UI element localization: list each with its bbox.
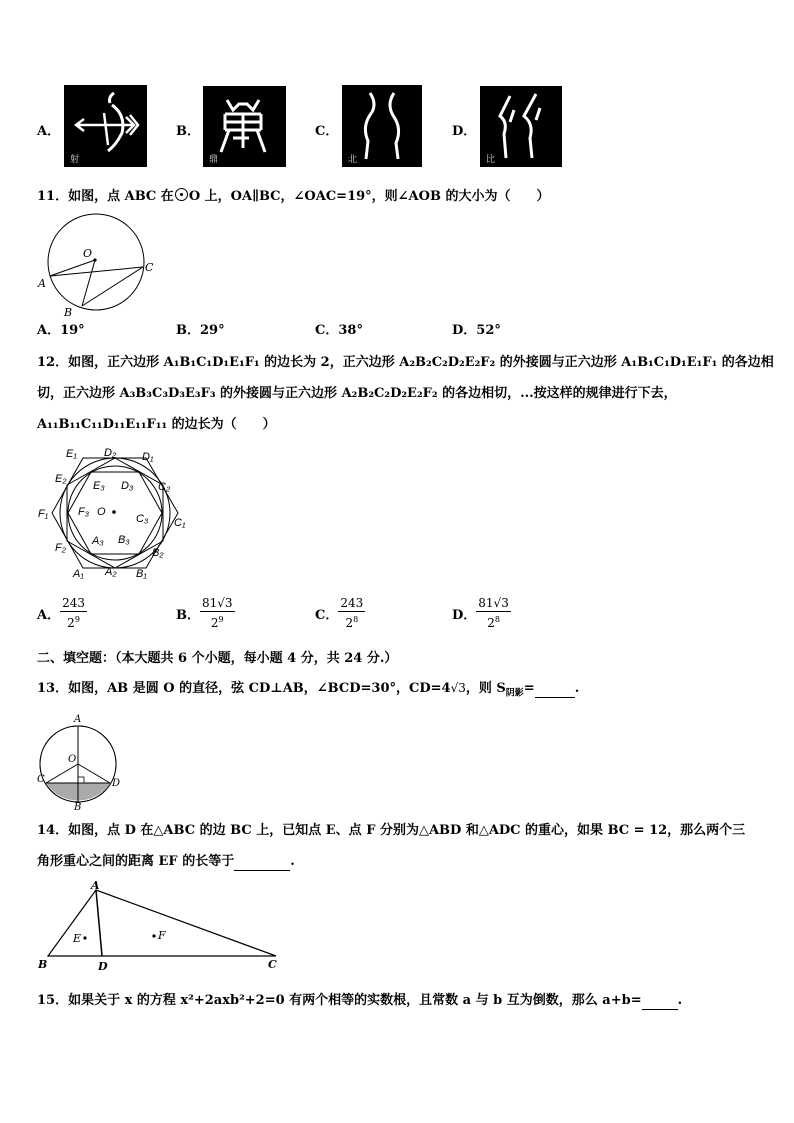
- q13-sqrt: √3: [450, 681, 466, 695]
- q12-label-a3: A₃: [92, 535, 104, 547]
- q12-option-b-den-exp: 9: [218, 615, 224, 624]
- q12-option-d-fraction: [476, 596, 511, 631]
- q10-option-a-image: [64, 85, 147, 167]
- q10-option-a-letter: A．: [37, 124, 61, 139]
- q12-label-c3: C₃: [136, 513, 149, 525]
- q12-label-c2: C₂: [158, 481, 171, 493]
- q12-option-a: [37, 596, 87, 631]
- q12-option-a-numerator: 243: [62, 596, 85, 610]
- q13-answer-blank: [535, 681, 575, 698]
- q10-option-b-image: [203, 86, 286, 167]
- q13-label-c: C: [37, 774, 45, 785]
- q12-option-a-den-base: 2: [67, 616, 75, 630]
- bi-glyph-icon: [480, 86, 562, 167]
- q12-label-f3: F₃: [78, 506, 90, 518]
- q12-option-b-letter: B．: [176, 608, 200, 623]
- q15-answer-blank: [642, 993, 678, 1010]
- q12-label-f2: F₂: [55, 542, 66, 554]
- q11-option-b: B．29°: [176, 323, 225, 338]
- q10-option-b-caption: 鼎: [209, 155, 219, 165]
- q13-stem-c: =: [523, 681, 535, 696]
- q14-label-b: B: [38, 958, 48, 971]
- q14-answer-blank: [234, 854, 290, 871]
- archery-glyph-icon: [64, 85, 147, 167]
- q11-label-b: B: [64, 306, 73, 318]
- q11-label-c: C: [145, 261, 154, 274]
- q11-label-a: A: [38, 277, 46, 290]
- q12-options: [37, 596, 637, 636]
- q13-label-a: A: [74, 714, 82, 725]
- q10-option-c-image: [342, 85, 422, 167]
- q11-option-a: A．19°: [37, 323, 85, 338]
- q11-figure: [36, 210, 158, 318]
- q12-label-a1: A₁: [73, 568, 84, 580]
- q12-option-a-den-exp: 9: [74, 615, 80, 624]
- q12-label-d3: D₃: [121, 480, 134, 492]
- q12-label-e1: E₁: [66, 448, 77, 460]
- q12-label-d2: D₂: [104, 447, 117, 459]
- q12-option-c-letter: C．: [315, 608, 339, 623]
- q10-option-b-letter: B．: [176, 124, 200, 139]
- q12-label-b1: B₁: [136, 568, 147, 580]
- q10-option-c-caption: 北: [348, 155, 358, 165]
- q13-label-o: O: [68, 754, 77, 765]
- q11-option-d: D．52°: [452, 323, 501, 338]
- q13-circle-diagram: [36, 712, 128, 810]
- q11-option-c: C．38°: [315, 323, 363, 338]
- q10-option-a-caption: 射: [70, 155, 80, 165]
- q14-label-f: F: [158, 929, 166, 942]
- q13-label-b: B: [74, 802, 82, 810]
- q12-option-d-den-base: 2: [487, 616, 495, 630]
- q12-label-a2: A₂: [105, 566, 117, 578]
- q13-stem-b: ，则 S: [465, 681, 506, 696]
- q12-option-c-den-exp: 8: [353, 615, 359, 624]
- circle-dot-icon: [175, 188, 188, 201]
- q12-option-b-numerator: 81√3: [202, 596, 233, 610]
- q10-option-d-caption: 比: [486, 155, 496, 165]
- q14-line-2-wrap: [37, 854, 295, 871]
- q12-label-d1: D₁: [142, 451, 154, 463]
- q11-stem: [37, 188, 549, 205]
- q12-label-f1: F₁: [38, 508, 49, 520]
- q12-option-b-den-base: 2: [210, 616, 219, 630]
- q12-option-c-numerator: 243: [340, 596, 364, 610]
- q14-label-a: A: [91, 880, 100, 892]
- q14-triangle-diagram: [36, 880, 286, 972]
- bei-glyph-icon: [342, 85, 422, 167]
- q15-stem-wrap: [37, 993, 682, 1010]
- q10-option-d-letter: D．: [452, 124, 477, 139]
- q13-end: .: [574, 681, 580, 696]
- q12-label-c1: C₁: [174, 517, 186, 529]
- q13-sub: 阴影: [505, 688, 524, 699]
- q14-label-c: C: [268, 958, 277, 971]
- q14-label-d: D: [98, 960, 108, 972]
- q10-option-d-image: [480, 86, 562, 167]
- ding-glyph-icon: [203, 86, 286, 167]
- q12-line-3: A₁₁B₁₁C₁₁D₁₁E₁₁F₁₁ 的边长为（ ）: [37, 417, 276, 432]
- q12-line-1: 12．如图，正六边形 A₁B₁C₁D₁E₁F₁ 的边长为 2，正六边形 A₂B₂C₂D₂E₂F₂ 的外接圆与正六边形 A₁B₁C₁D₁E₁F₁ 的各边相: [37, 355, 774, 370]
- q12-option-a-letter: A．: [37, 608, 61, 623]
- q14-line-2: 角形重心之间的距离 EF 的长等于: [37, 854, 235, 869]
- q13-figure: [36, 712, 128, 810]
- q12-option-a-fraction: [60, 596, 87, 631]
- q12-label-e3: E₃: [93, 480, 105, 492]
- q12-hexagon-diagram: [36, 444, 192, 582]
- q14-end: .: [290, 854, 295, 869]
- q12-option-d: [452, 596, 511, 631]
- q13-label-d: D: [112, 778, 121, 789]
- q15-stem: 15．如果关于 x 的方程 x²+2axb²+2=0 有两个相等的实数根，且常数 a 与 b 互为倒数，那么 a+b=: [37, 993, 642, 1008]
- q14-line-1: 14．如图，点 D 在△ABC 的边 BC 上，已知点 E、点 F 分别为△ABD 和△ADC 的重心，如果 BC = 12，那么两个三: [37, 823, 746, 838]
- q12-label-b2: B₂: [152, 547, 164, 559]
- q12-option-d-letter: D．: [452, 608, 477, 623]
- q12-option-c-den-base: 2: [345, 616, 354, 630]
- q12-label-b3: B₃: [118, 534, 130, 546]
- q12-line-2: 切，正六边形 A₃B₃C₃D₃E₃F₃ 的外接圆与正六边形 A₂B₂C₂D₂E₂F₂ 的各边相切，...按这样的规律进行下去，: [37, 386, 677, 401]
- q11-stem-a: 11．如图，点 ABC 在: [37, 189, 174, 204]
- q12-option-b: [176, 596, 235, 631]
- q13-stem-a: 13．如图，AB 是圆 O 的直径，弦 CD⊥AB，∠BCD=30°，CD=4: [37, 681, 451, 696]
- q11-stem-b: O 上，OA∥BC，∠OAC=19°，则∠AOB 的大小为（ ）: [188, 189, 550, 204]
- q11-label-o: O: [83, 247, 93, 260]
- q12-option-d-numerator: 81√3: [478, 596, 509, 610]
- q14-label-e: E: [73, 932, 82, 945]
- q12-label-e2: E₂: [55, 473, 67, 485]
- q12-option-d-den-exp: 8: [494, 615, 500, 624]
- q12-option-c: [315, 596, 365, 631]
- q12-option-b-fraction: [200, 596, 235, 631]
- section-2-heading: 二、填空题：（本大题共 6 个小题，每小题 4 分，共 24 分.）: [37, 651, 398, 666]
- q12-option-c-fraction: [338, 596, 365, 631]
- q12-label-o: O: [97, 506, 106, 518]
- q14-figure: [36, 880, 286, 972]
- q10-option-c-letter: C．: [315, 124, 339, 139]
- q15-end: .: [677, 993, 683, 1008]
- q12-figure: [36, 444, 192, 582]
- q11-circle-diagram: [36, 210, 158, 318]
- q13-stem: [37, 680, 579, 702]
